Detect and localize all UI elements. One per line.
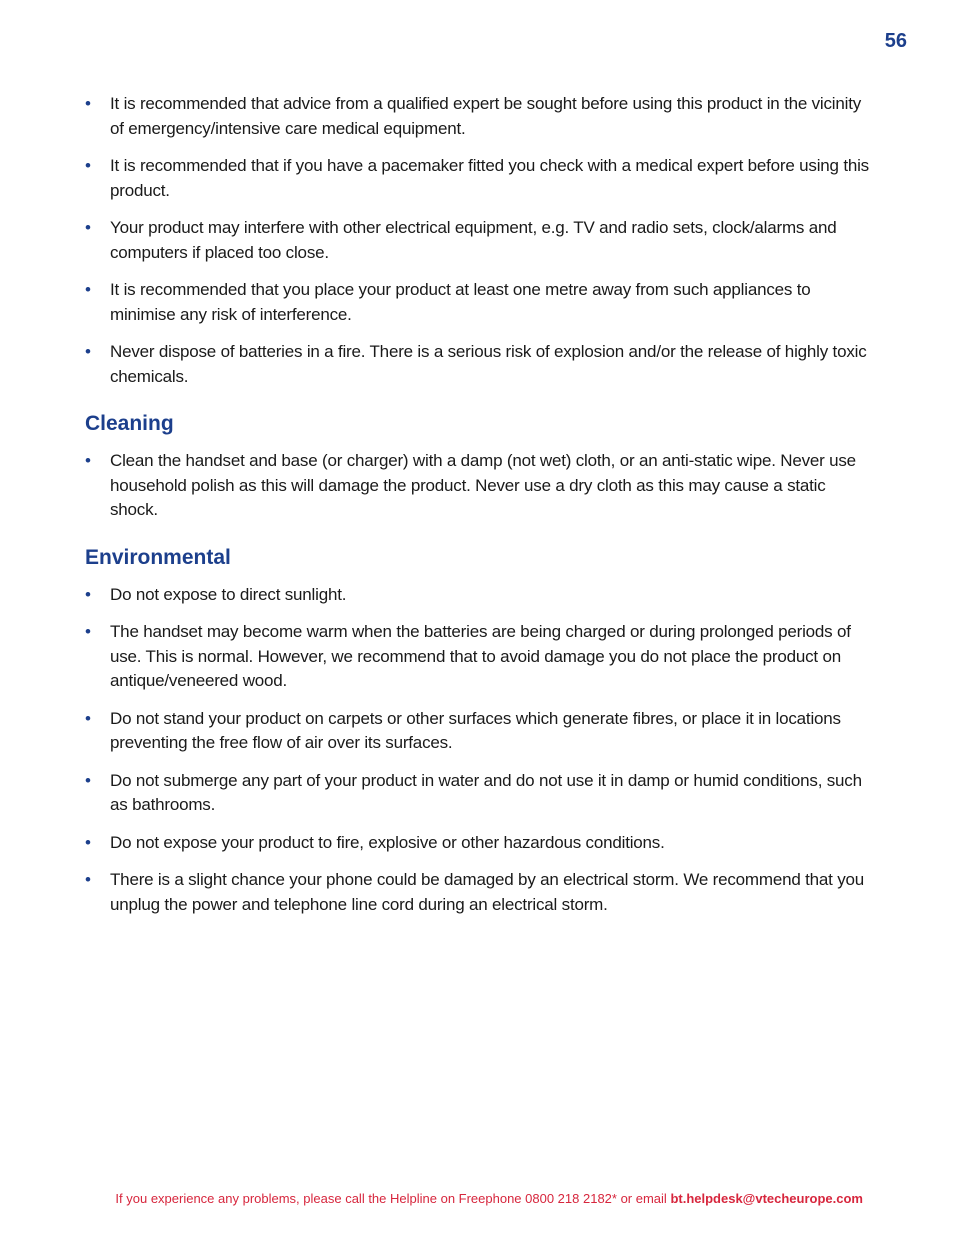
page-number: 56 bbox=[884, 30, 907, 52]
bullet-icon: • bbox=[85, 218, 91, 237]
list-item bbox=[85, 92, 875, 141]
bullet-icon: • bbox=[85, 584, 91, 604]
bullet-icon: • bbox=[85, 451, 91, 470]
helpline-footer bbox=[0, 1191, 863, 1206]
environmental-heading: Environmental bbox=[85, 545, 231, 569]
list-item-text: The handset may become warm when the batteries are being charged or during prolonged periods of use. This is normal. However, we recommend that to avoid damage you do not place the product on antique/veneered wood. bbox=[110, 622, 851, 690]
page-content bbox=[85, 92, 875, 930]
cleaning-heading: Cleaning bbox=[85, 412, 174, 435]
list-item-text: There is a slight chance your phone could be damaged by an electrical storm. We recommend that you unplug the power and telephone line cord during an electrical storm. bbox=[110, 870, 864, 914]
list-item-text: It is recommended that you place your product at least one metre away from such appliances to minimise any risk of interference. bbox=[110, 280, 811, 324]
safety-list bbox=[85, 92, 875, 389]
bullet-icon: • bbox=[85, 708, 91, 728]
list-item-text: It is recommended that advice from a qualified expert be sought before using this product in the vicinity of emergency/intensive care medical equipment. bbox=[110, 94, 862, 138]
list-item bbox=[85, 216, 875, 265]
list-item-text: Never dispose of batteries in a fire. There is a serious risk of explosion and/or the release of highly toxic chemicals. bbox=[110, 342, 867, 386]
list-item bbox=[85, 868, 875, 917]
bullet-icon: • bbox=[85, 342, 91, 361]
bullet-icon: • bbox=[85, 94, 91, 113]
list-item-text: Your product may interfere with other electrical equipment, e.g. TV and radio sets, clock/alarms and computers if placed too close. bbox=[110, 218, 837, 262]
bullet-icon: • bbox=[85, 770, 91, 790]
cleaning-list bbox=[85, 449, 875, 523]
list-item-text: Do not stand your product on carpets or other surfaces which generate fibres, or place it in locations preventing the free flow of air over its surfaces. bbox=[110, 708, 841, 752]
list-item-text: Do not submerge any part of your product in water and do not use it in damp or humid conditions, such as bathrooms. bbox=[110, 770, 862, 814]
list-item bbox=[85, 340, 875, 389]
bullet-icon: • bbox=[85, 622, 91, 641]
list-item-text: Do not expose to direct sunlight. bbox=[110, 584, 347, 604]
list-item bbox=[85, 831, 875, 856]
list-item bbox=[85, 154, 875, 203]
bullet-icon: • bbox=[85, 832, 91, 852]
footer-text: If you experience any problems, please call the Helpline on Freephone 0800 218 2182* or email bbox=[115, 1191, 671, 1206]
list-item-text: Do not expose your product to fire, explosive or other hazardous conditions. bbox=[110, 832, 665, 852]
list-item bbox=[85, 278, 875, 327]
list-item bbox=[85, 707, 875, 756]
environmental-list bbox=[85, 583, 875, 918]
list-item bbox=[85, 583, 875, 608]
bullet-icon: • bbox=[85, 280, 91, 299]
bullet-icon: • bbox=[85, 870, 91, 889]
list-item-text: Clean the handset and base (or charger) with a damp (not wet) cloth, or an anti-static wipe. Never use household polish as this will damage the product. Never use a dry cloth as this may cause a static shock. bbox=[110, 451, 856, 519]
list-item-text: It is recommended that if you have a pacemaker fitted you check with a medical expert before using this product. bbox=[110, 156, 869, 200]
list-item bbox=[85, 449, 875, 523]
bullet-icon: • bbox=[85, 156, 91, 175]
helpdesk-email: bt.helpdesk@vtecheurope.com bbox=[670, 1191, 863, 1206]
list-item bbox=[85, 769, 875, 818]
list-item bbox=[85, 620, 875, 694]
